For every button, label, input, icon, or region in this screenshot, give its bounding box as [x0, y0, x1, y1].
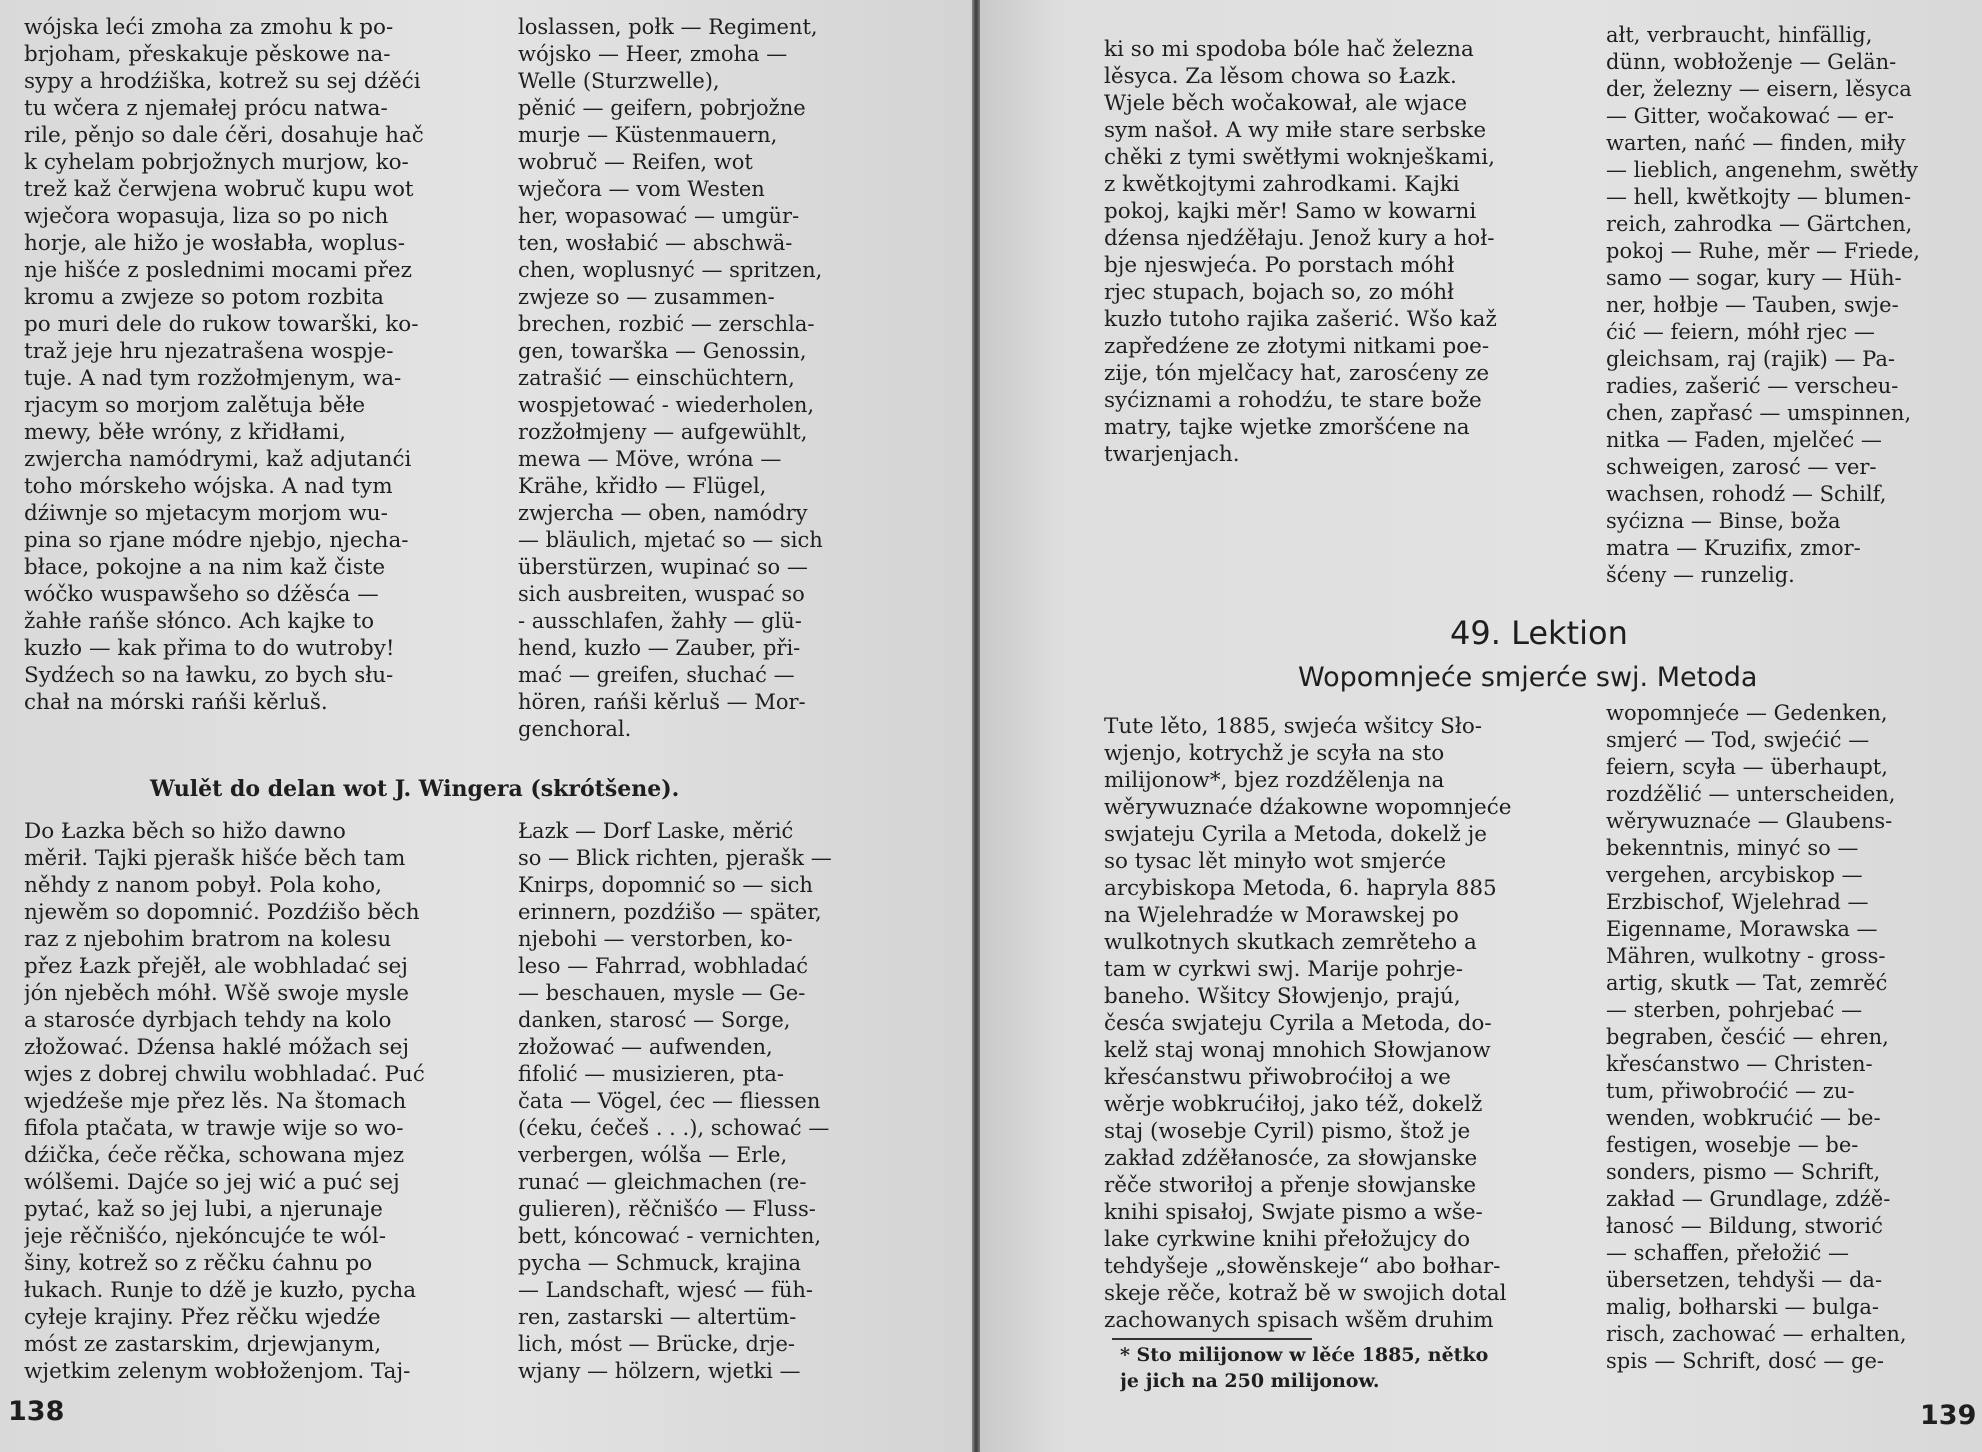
text-line: spis — Schrift, dosć — ge- [1606, 1349, 1884, 1373]
text-line: zwjeze so — zusammen- [518, 285, 775, 309]
text-line: ner, hołbje — Tauben, swje- [1606, 293, 1899, 317]
text-line: übersetzen, tehdyši — da- [1606, 1268, 1883, 1292]
text-line: gen, towarška — Genossin, [518, 339, 807, 363]
page-number-right: 139 [1920, 1400, 1977, 1431]
text-line: kromu a zwjeze so potom rozbita [24, 285, 384, 310]
right-bottom-text [1104, 713, 1554, 1334]
text-line: wjedźeše mje přez lěs. Na štomach [24, 1089, 407, 1114]
text-line: samo — sogar, kury — Hüh- [1606, 266, 1902, 290]
text-line: ałt, verbraucht, hinfällig, [1606, 23, 1873, 47]
text-line: - ausschlafen, žahły — glü- [518, 609, 802, 633]
text-line: wólšemi. Dajće so jej wić a puć sej [24, 1170, 400, 1195]
text-line: wopomnjeće — Gedenken, [1606, 701, 1888, 725]
text-line: mewa — Möve, wróna — [518, 447, 782, 471]
text-line: gulieren), rěčnišćo — Fluss- [518, 1197, 816, 1221]
text-line: Mähren, wulkotny - gross- [1606, 944, 1886, 968]
text-line: wóčko wuspawšeho so dźěsća — [24, 582, 379, 607]
text-line: so — Blick richten, pjerašk — [518, 846, 832, 870]
text-line: begraben, česćić — ehren, [1606, 1025, 1889, 1049]
text-line: swjateju Cyrila a Metoda, dokelž je [1104, 822, 1488, 847]
text-line: runać — gleichmachen (re- [518, 1170, 807, 1194]
text-line: toho mórskeho wójska. A nad tym [24, 474, 393, 499]
text-line: jeje rěčnišćo, njekóncujće te wól- [24, 1224, 386, 1249]
footnote-rule [1112, 1338, 1312, 1340]
text-line: wjenjo, kotrychž je scyła na sto [1104, 741, 1445, 766]
text-line: rěče stworiłoj a přenje słowjanske [1104, 1173, 1477, 1198]
text-line: wěrje wobkrućiłoj, jako též, dokelž [1104, 1092, 1483, 1117]
text-line: jón njeběch móhł. Wšě swoje mysle [24, 981, 410, 1006]
text-line: bje njeswjeća. Po porstach móhł [1104, 253, 1455, 278]
right-bottom-gloss [1606, 700, 1966, 1375]
text-line: Welle (Sturzwelle), [518, 69, 720, 93]
text-line: zije, tón mjelčacy hat, zarosćeny ze [1104, 361, 1490, 386]
text-line: rjec stupach, bojach so, zo móhł [1104, 280, 1455, 305]
text-line: genchoral. [518, 717, 632, 741]
text-line: vergehen, arcybiskop — [1606, 863, 1863, 887]
text-line: twarjenjach. [1104, 442, 1240, 467]
text-line: žahłe rańše słónco. Ach kajke to [24, 609, 375, 634]
text-line: błace, pokojne a na nim kaž čiste [24, 555, 386, 580]
text-line: — beschauen, mysle — Ge- [518, 981, 806, 1005]
text-line: — Gitter, wočakować — er- [1606, 104, 1894, 128]
text-line: Eigenname, Morawska — [1606, 917, 1878, 941]
text-line: wenden, wobkrućić — be- [1606, 1106, 1881, 1130]
right-top-text [1104, 36, 1554, 468]
text-line: ten, wosłabić — abschwä- [518, 231, 793, 255]
text-line: knihi spisałoj, Swjate pismo a wše- [1104, 1200, 1483, 1225]
text-line: na Wjelehradźe w Morawskej po [1104, 903, 1459, 928]
text-line: pycha — Schmuck, krajina [518, 1251, 801, 1275]
text-line: cyłeje krajiny. Přez rěčku wjedźe [24, 1305, 381, 1330]
text-line: Wjele běch wočakował, ale wjace [1104, 91, 1468, 116]
text-line: wěrywuznaće dźakowne wopomnjeće [1104, 795, 1512, 820]
text-line: — schaffen, přełožić — [1606, 1241, 1850, 1265]
text-line: wječora — vom Westen [518, 177, 765, 201]
text-line: po muri dele do rukow towarški, ko- [24, 312, 419, 337]
text-line: — bläulich, mjetać so — sich [518, 528, 823, 552]
text-line: pokoj — Ruhe, měr — Friede, [1606, 239, 1920, 263]
text-line: gleichsam, raj (rajik) — Pa- [1606, 347, 1895, 371]
text-line: erinnern, pozdźišo — später, [518, 900, 822, 924]
text-line: tuje. A nad tym rozžołmjenym, wa- [24, 366, 402, 391]
text-line: chał na mórski rańši kěrluš. [24, 690, 328, 715]
text-line: chen, zapřasć — umspinnen, [1606, 401, 1912, 425]
text-line: rozžołmjeny — aufgewühlt, [518, 420, 808, 444]
text-line: zatrašić — einschüchtern, [518, 366, 795, 390]
text-line: je jich na 250 milijonow. [1120, 1370, 1380, 1392]
text-line: hend, kuzło — Zauber, při- [518, 636, 801, 660]
text-line: matry, tajke wjetke zmoršćene na [1104, 415, 1470, 440]
book-gutter [972, 0, 980, 1452]
text-line: k cyhelam pobrjožnych murjow, ko- [24, 150, 409, 175]
text-line: leso — Fahrrad, wobhladać [518, 954, 809, 978]
text-line: horje, ale hižo je wosłabła, woplus- [24, 231, 405, 256]
text-line: lěsyca. Za lěsom chowa so Łazk. [1104, 64, 1457, 89]
text-line: — Landschaft, wjesć — füh- [518, 1278, 813, 1302]
text-line: tu wčera z njemałej prócu natwa- [24, 96, 388, 121]
text-line: so tysac lět minyło wot smjerće [1104, 849, 1447, 874]
text-line: (ćeku, ćečeš . . .), schować — [518, 1116, 830, 1140]
text-line: wójska leći zmoha za zmohu k po- [24, 15, 394, 40]
text-line: sonders, pismo — Schrift, [1606, 1160, 1881, 1184]
text-line: njewěm so dopomnić. Pozdźišo běch [24, 900, 420, 925]
text-line: ćić — feiern, móhł rjec — [1606, 320, 1875, 344]
text-line: traž jeje hru njezatrašena wospje- [24, 339, 394, 364]
text-line: hören, rańši kěrluš — Mor- [518, 690, 806, 714]
text-line: křesćanstwo — Christen- [1606, 1052, 1873, 1076]
text-line: sich ausbreiten, wuspać so [518, 582, 805, 606]
text-line: — lieblich, angenehm, swětły [1606, 158, 1918, 182]
text-line: syćizna — Binse, boža [1606, 509, 1841, 533]
text-line: fifola ptačata, w trawje wije so wo- [24, 1116, 404, 1141]
text-line: móst ze zastarskim, drjewjanym, [24, 1332, 382, 1357]
text-line: kuzło — kak přima to do wutroby! [24, 636, 395, 661]
text-line: zwjercha — oben, namódry [518, 501, 808, 525]
text-line: murje — Küstenmauern, [518, 123, 778, 147]
left-page [0, 0, 972, 1452]
text-line: złožować. Dźensa haklé móžach sej [24, 1035, 410, 1060]
text-line: radies, zašerić — verscheu- [1606, 374, 1899, 398]
text-line: * Sto milijonow w lěće 1885, nětko [1120, 1344, 1489, 1366]
text-line: smjerć — Tod, swjećić — [1606, 728, 1870, 752]
text-line: wobruč — Reifen, wot [518, 150, 753, 174]
text-line: wjany — hölzern, wjetki — [518, 1359, 801, 1383]
text-line: — hell, kwětkojty — blumen- [1606, 185, 1912, 209]
text-line: pina so rjane módre njebjo, njecha- [24, 528, 409, 553]
text-line: fifolić — musizieren, pta- [518, 1062, 784, 1086]
text-line: šiny, kotrež so z rěčku ćahnu po [24, 1251, 373, 1276]
text-line: złožować — aufwenden, [518, 1035, 773, 1059]
left-bottom-text [24, 818, 484, 1385]
text-line: mewy, běłe wróny, z křidłami, [24, 420, 346, 445]
lesson-title: Wopomnjeće smjerće swj. Metoda [1298, 662, 1758, 693]
text-line: zachowanych spisach wšěm druhim [1104, 1308, 1494, 1333]
text-line: łanosć — Bildung, stworić [1606, 1214, 1883, 1238]
right-top-gloss [1606, 22, 1966, 589]
text-line: dünn, wobłoženje — Gelän- [1606, 50, 1897, 74]
text-line: reich, zahrodka — Gärtchen, [1606, 212, 1913, 236]
text-line: křesćanstwu přiwobroćiłoj a we [1104, 1065, 1451, 1090]
text-line: rile, pěnjo so dale ćěri, dosahuje hač [24, 123, 424, 148]
text-line: Do Łazka běch so hižo dawno [24, 819, 346, 844]
text-line: überstürzen, wupinać so — [518, 555, 808, 579]
text-line: pokoj, kajki měr! Samo w kowarni [1104, 199, 1477, 224]
text-line: nje hišće z poslednimi mocami přez [24, 258, 412, 283]
text-line: dźensa njedźěłaju. Jenož kury a hoł- [1104, 226, 1495, 251]
text-line: zakład — Grundlage, zdźě- [1606, 1187, 1891, 1211]
text-line: bett, kóncować - vernichten, [518, 1224, 822, 1248]
text-line: der, železny — eisern, lěsyca [1606, 77, 1912, 101]
text-line: wjetkim zelenym wobłoženjom. Taj- [24, 1359, 411, 1384]
text-line: zapředźene ze złotymi nitkami poe- [1104, 334, 1490, 359]
text-line: matra — Kruzifix, zmor- [1606, 536, 1861, 560]
text-line: — sterben, pohrjebać — [1606, 998, 1863, 1022]
text-line: měrił. Tajki pjerašk hišće běch tam [24, 846, 406, 871]
text-line: warten, nańć — finden, miły [1606, 131, 1906, 155]
text-line: Knirps, dopomnić so — sich [518, 873, 813, 897]
text-line: lake cyrkwine knihi přełožujcy do [1104, 1227, 1471, 1252]
text-line: tum, přiwobroćić — zu- [1606, 1079, 1855, 1103]
page-number-left: 138 [8, 1396, 65, 1427]
text-line: tehdyšeje „słowěnskeje“ abo bołhar- [1104, 1254, 1501, 1279]
text-line: verbergen, wólša — Erle, [518, 1143, 788, 1167]
section-title: Wulět do delan wot J. Wingera (skrótšene). [150, 776, 680, 802]
footnote [1120, 1342, 1580, 1394]
text-line: wěrywuznaće — Glaubens- [1606, 809, 1893, 833]
text-line: wachsen, rohodź — Schilf, [1606, 482, 1887, 506]
text-line: schweigen, zarosć — ver- [1606, 455, 1877, 479]
text-line: brjoham, přeskakuje pěskowe na- [24, 42, 391, 67]
text-line: rozdźělić — unterscheiden, [1606, 782, 1896, 806]
text-line: wječora wopasuja, liza so po nich [24, 204, 389, 229]
text-line: přez Łazk přejěł, ale wobhladać sej [24, 954, 408, 979]
text-line: wospjetować - wiederholen, [518, 393, 815, 417]
text-line: zakład zdźěłanosće, za słowjanske [1104, 1146, 1478, 1171]
text-line: raz z njebohim bratrom na kolesu [24, 927, 392, 952]
text-line: brechen, rozbić — zerschla- [518, 312, 815, 336]
text-line: tam w cyrkwi swj. Marije pohrje- [1104, 957, 1463, 982]
text-line: loslassen, połk — Regiment, [518, 15, 818, 39]
text-line: milijonow*, bjez rozdźělenja na [1104, 768, 1445, 793]
text-line: kuzło tutoho rajika zašerić. Wšo kaž [1104, 307, 1497, 332]
text-line: sym našoł. A wy miłe stare serbske [1104, 118, 1487, 143]
text-line: něhdy z nanom pobył. Pola koho, [24, 873, 382, 898]
text-line: zwjercha namódrymi, kaž adjutanći [24, 447, 412, 472]
text-line: ki so mi spodoba bóle hač železna [1104, 37, 1474, 62]
text-line: lich, móst — Brücke, drje- [518, 1332, 795, 1356]
text-line: malig, bołharski — bulga- [1606, 1295, 1879, 1319]
text-line: chen, woplusnyć — spritzen, [518, 258, 823, 282]
text-line: artig, skutk — Tat, zemrěć [1606, 971, 1888, 995]
text-line: trež kaž čerwjena wobruč kupu wot [24, 177, 414, 202]
text-line: dźička, ćeče rěčka, schowana mjez [24, 1143, 405, 1168]
text-line: chěki z tymi swětłymi woknješkami, [1104, 145, 1495, 170]
text-line: sypy a hrodźiška, kotrež su sej dźěći [24, 69, 421, 94]
left-top-text [24, 14, 484, 716]
text-line: baneho. Wšitcy Słowjenjo, prajú, [1104, 984, 1461, 1009]
text-line: wójsko — Heer, zmoha — [518, 42, 788, 66]
right-page [980, 0, 1982, 1452]
text-line: rjacym so morjom zalětuja běłe [24, 393, 366, 418]
text-line: Erzbischof, Wjelehrad — [1606, 890, 1869, 914]
text-line: kelž staj wonaj mnohich Słowjanow [1104, 1038, 1491, 1063]
text-line: danken, starosć — Sorge, [518, 1008, 791, 1032]
text-line: festigen, wosebje — be- [1606, 1133, 1859, 1157]
text-line: Krähe, křidło — Flügel, [518, 474, 767, 498]
text-line: njebohi — verstorben, ko- [518, 927, 793, 951]
text-line: syćiznami a rohodźu, te stare bože [1104, 388, 1482, 413]
text-line: čata — Vögel, ćec — fliessen [518, 1089, 821, 1113]
left-bottom-gloss [518, 818, 878, 1385]
text-line: a starosće dyrbjach tehdy na kolo [24, 1008, 392, 1033]
text-line: nitka — Faden, mjelčeć — [1606, 428, 1882, 452]
text-line: dźiwnje so mjetacym morjom wu- [24, 501, 388, 526]
text-line: arcybiskopa Metoda, 6. hapryla 885 [1104, 876, 1497, 901]
text-line: Sydźech so na ławku, zo bych słu- [24, 663, 394, 688]
text-line: risch, zachować — erhalten, [1606, 1322, 1907, 1346]
text-line: Tute lěto, 1885, swjeća wšitcy Sło- [1104, 714, 1483, 739]
left-top-gloss [518, 14, 878, 743]
text-line: wjes z dobrej chwilu wobhladać. Puć [24, 1062, 425, 1087]
text-line: skeje rěče, kotraž bě w swojich dotal [1104, 1281, 1507, 1306]
text-line: mać — greifen, słuchać — [518, 663, 795, 687]
text-line: z kwětkojtymi zahrodkami. Kajki [1104, 172, 1460, 197]
text-line: bekenntnis, minyć so — [1606, 836, 1859, 860]
text-line: pěnić — geifern, pobrjožne [518, 96, 806, 120]
text-line: łukach. Runje to dźě je kuzło, pycha [24, 1278, 417, 1303]
text-line: ren, zastarski — altertüm- [518, 1305, 797, 1329]
lesson-heading: 49. Lektion [1450, 614, 1628, 652]
text-line: česća swjateju Cyrila a Metoda, do- [1104, 1011, 1492, 1036]
text-line: staj (wosebje Cyril) pismo, štož je [1104, 1119, 1471, 1144]
text-line: her, wopasować — umgür- [518, 204, 800, 228]
text-line: šćeny — runzelig. [1606, 563, 1795, 587]
text-line: wulkotnych skutkach zemrěteho a [1104, 930, 1477, 955]
text-line: pytać, kaž so jej lubi, a njerunaje [24, 1197, 383, 1222]
text-line: Łazk — Dorf Laske, měrić [518, 819, 794, 843]
text-line: feiern, scyła — überhaupt, [1606, 755, 1888, 779]
